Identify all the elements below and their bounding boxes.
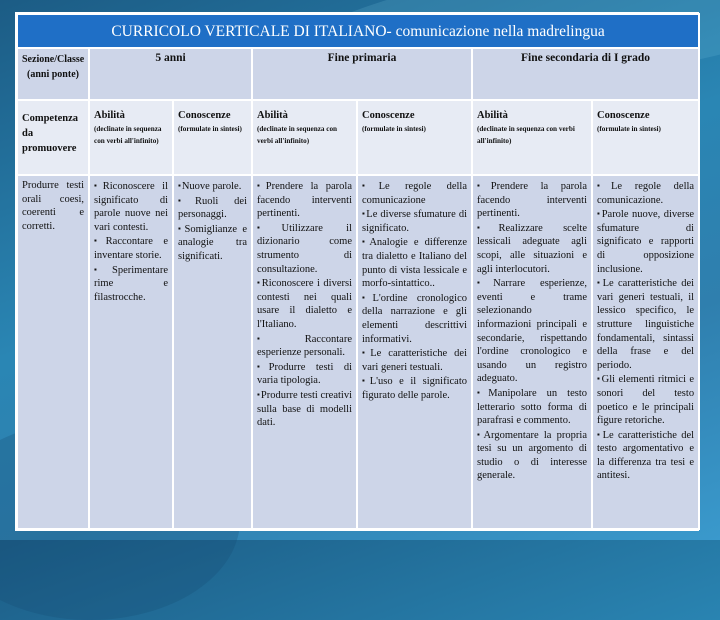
list-item: ▪ Sperimentare rime e filastrocche.: [94, 263, 168, 305]
subcol-conoscenze-5anni: [173, 100, 252, 175]
list-item: ▪ Narrare esperienze, eventi e trame selezionando informazioni principali e secondarie, rispettando l'ordine cronologico e usando un registro adeguato.: [477, 276, 587, 386]
subcol-title: Conoscenze: [178, 110, 231, 121]
curriculum-table: [16, 13, 700, 530]
list-item: ▪ Somiglianze e analogie tra significati.: [178, 222, 247, 264]
list-item: ▪ Le regole della comunicazione: [362, 179, 467, 207]
list-item: ▪ Prendere la parola facendo interventi pertinenti.: [477, 179, 587, 221]
list-item: ▪ Nuove parole.: [178, 179, 247, 194]
group-fine-secondaria: Fine secondaria di I grado: [472, 48, 699, 100]
group-fine-primaria: Fine primaria: [252, 48, 472, 100]
subcol-note: (formulate in sintesi): [597, 125, 661, 133]
cell-conoscenze-5anni: [173, 175, 252, 529]
list-item: ▪ Riconoscere il significato di parole nuove nei vari contesti.: [94, 179, 168, 234]
subcol-abilita-secondaria: [472, 100, 592, 175]
cell-conoscenze-secondaria: [592, 175, 699, 529]
list-item: ▪ Prendere la parola facendo interventi pertinenti.: [257, 179, 352, 221]
subcol-note: (declinate in sequenza con verbi all'infinito): [257, 125, 338, 145]
list-item: ▪ Raccontare e inventare storie.: [94, 234, 168, 262]
list-item: ▪ Analogie e differenze tra dialetto e Italiano del punto di vista lessicale e morfo-sintattico..: [362, 235, 467, 290]
list-item: ▪ L'ordine cronologico della narrazione e gli elementi descrittivi informativi.: [362, 291, 467, 346]
subheader-row: [17, 100, 699, 175]
subcol-note: (formulate in sintesi): [178, 125, 242, 133]
subcol-abilita-5anni: [89, 100, 173, 175]
subcol-title: Conoscenze: [362, 110, 415, 121]
list-item: ▪ Riconoscere i diversi contesti nei quali usare il dialetto e l'Italiano.: [257, 276, 352, 331]
list-item: ▪ Ruoli dei personaggi.: [178, 194, 247, 222]
group-5-anni: 5 anni: [89, 48, 252, 100]
list-item: ▪ Le caratteristiche dei vari generi testuali.: [362, 346, 467, 374]
list-item: ▪ Raccontare esperienze personali.: [257, 332, 352, 360]
section-label: Sezione/Classe (anni ponte): [17, 48, 89, 100]
cell-abilita-primaria: [252, 175, 357, 529]
subcol-title: Abilità: [94, 110, 125, 121]
subcol-abilita-primaria: [252, 100, 357, 175]
list-item: ▪ Realizzare scelte lessicali adeguate agli scopi, alle situazioni e agli interlocutori.: [477, 221, 587, 276]
curriculum-table-container: [15, 12, 699, 531]
subcol-note: (declinate in sequenza con verbi all'infinito): [477, 125, 575, 145]
list-item: ▪ Gli elementi ritmici e sonori del testo poetico e le principali figure retoriche.: [597, 372, 694, 427]
competence-text: Produrre testi orali coesi, coerenti e corretti.: [22, 180, 84, 232]
subcol-conoscenze-secondaria: [592, 100, 699, 175]
list-item: ▪ Le caratteristiche del testo argomentativo e la differenza tra tesi e antitesi.: [597, 428, 694, 483]
competence-cell: [17, 175, 89, 529]
subcol-title: Conoscenze: [597, 110, 650, 121]
list-item: ▪ Utilizzare il dizionario come strumento di consultazione.: [257, 221, 352, 276]
subcol-title: Abilità: [477, 110, 508, 121]
list-item: ▪ Argomentare la propria tesi su un argomento di studio o di interesse generale.: [477, 428, 587, 483]
subcol-title: Abilità: [257, 110, 288, 121]
subcol-note: (declinate in sequenza con verbi all'infinito): [94, 125, 162, 145]
competence-label: Competenza da promuovere: [17, 100, 89, 175]
body-row: [17, 175, 699, 529]
table-title: CURRICOLO VERTICALE DI ITALIANO- comunicazione nella madrelingua: [17, 14, 699, 48]
cell-conoscenze-primaria: [357, 175, 472, 529]
list-item: ▪ Produrre testi di varia tipologia.: [257, 360, 352, 388]
group-header-row: [17, 48, 699, 100]
list-item: ▪ Le regole della comunicazione.: [597, 179, 694, 207]
cell-abilita-5anni: [89, 175, 173, 529]
subcol-conoscenze-primaria: [357, 100, 472, 175]
subcol-note: (formulate in sintesi): [362, 125, 426, 133]
list-item: ▪ Manipolare un testo letterario sotto forma di parafrasi e commento.: [477, 386, 587, 428]
cell-abilita-secondaria: [472, 175, 592, 529]
list-item: ▪ L'uso e il significato figurato delle parole.: [362, 374, 467, 402]
list-item: ▪ Parole nuove, diverse sfumature di significato e rapporti di opposizione inclusione.: [597, 207, 694, 276]
list-item: ▪ Le caratteristiche dei vari generi testuali, il lessico specifico, le strutture linguistiche fondamentali, sintassi della frase e del periodo.: [597, 276, 694, 372]
list-item: ▪ Le diverse sfumature di significato.: [362, 207, 467, 235]
list-item: ▪ Produrre testi creativi sulla base di modelli dati.: [257, 388, 352, 430]
